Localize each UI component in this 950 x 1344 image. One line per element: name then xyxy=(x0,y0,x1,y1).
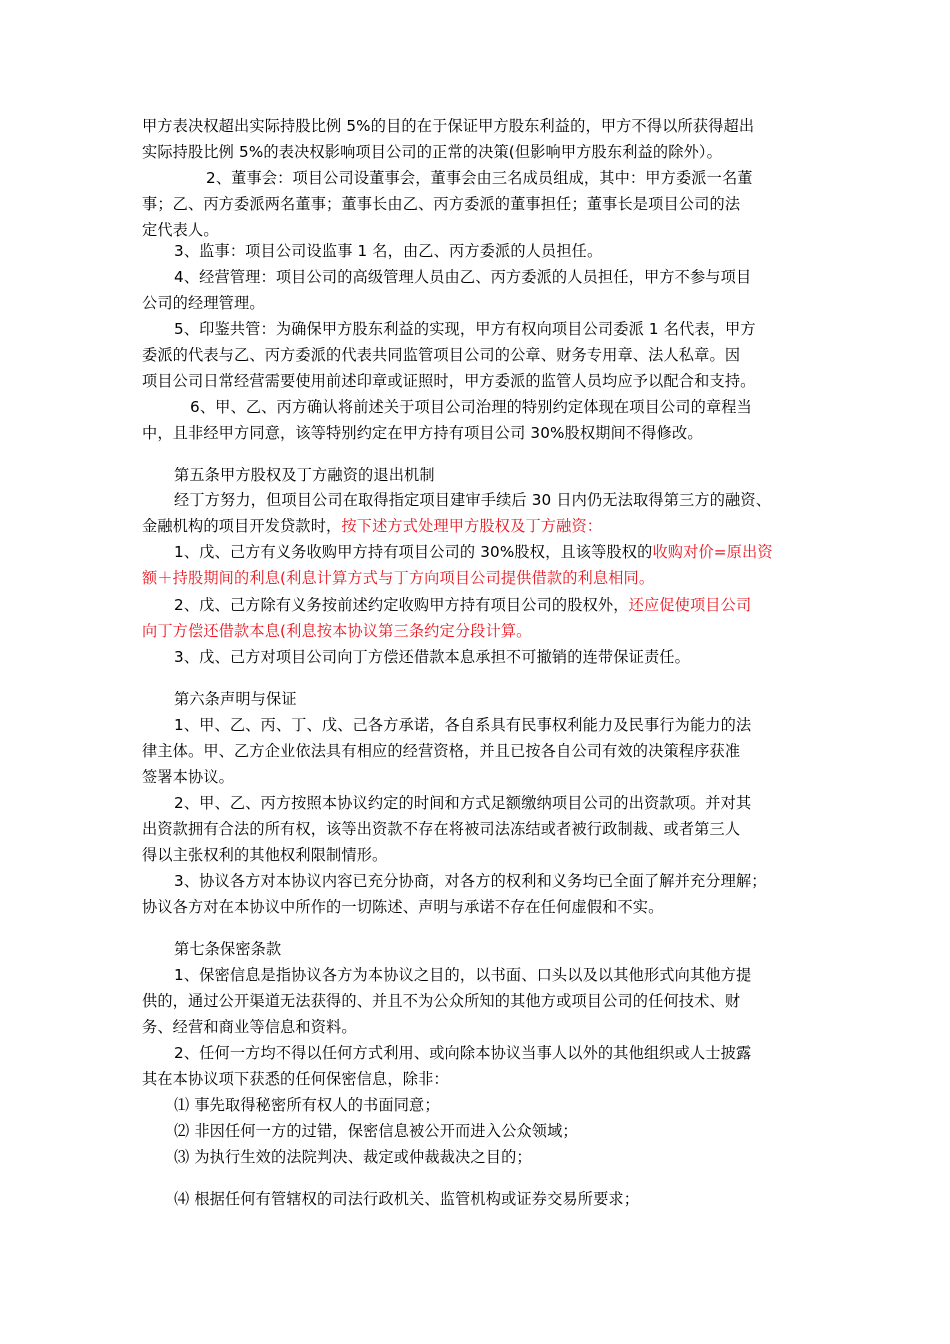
text-run: 2、戊、己方除有义务按前述约定收购甲方持有项目公司的股权外， xyxy=(174,596,629,614)
paragraph-line xyxy=(142,290,265,316)
paragraph-line xyxy=(142,712,751,738)
paragraph-line xyxy=(142,816,740,842)
paragraph-line xyxy=(142,894,663,920)
text-run: 6、甲、乙、丙方确认将前述关于项目公司治理的特别约定体现在项目公司的章程当 xyxy=(190,398,752,416)
paragraph-line xyxy=(142,342,740,368)
text-run: 律主体。甲、乙方企业依法具有相应的经营资格，并且已按各自公司有效的决策程序获准 xyxy=(142,742,741,760)
paragraph-line xyxy=(142,394,752,420)
paragraph-line xyxy=(142,1066,449,1092)
text-run: 供的，通过公开渠道无法获得的、并且不为公众所知的其他方或项目公司的任何技术、财 xyxy=(142,992,741,1010)
paragraph-line xyxy=(142,139,722,165)
paragraph-line xyxy=(142,565,654,591)
paragraph-line xyxy=(142,764,234,790)
paragraph-line xyxy=(142,790,751,816)
text-run: 定代表人。 xyxy=(142,221,219,239)
highlighted-text: 按下述方式处理甲方股权及丁方融资： xyxy=(341,517,603,535)
section-heading xyxy=(142,686,297,712)
text-run: 甲方表决权超出实际持股比例 5%的目的在于保证甲方股东利益的，甲方不得以所获得超出 xyxy=(142,117,755,135)
text-run: 4、经营管理：项目公司的高级管理人员由乙、丙方委派的人员担任，甲方不参与项目 xyxy=(174,268,752,286)
paragraph-line xyxy=(142,592,751,618)
text-run: 金融机构的项目开发贷款时， xyxy=(142,517,342,535)
text-run: 2、甲、乙、丙方按照本协议约定的时间和方式足额缴纳项目公司的出资款项。并对其 xyxy=(174,794,752,812)
text-run: 第六条声明与保证 xyxy=(174,690,297,708)
paragraph-line xyxy=(142,738,740,764)
text-run: 其在本协议项下获悉的任何保密信息，除非： xyxy=(142,1070,449,1088)
text-run: 经丁方努力，但项目公司在取得指定项目建审手续后 30 日内仍无法取得第三方的融资、 xyxy=(174,491,772,509)
text-run: ⑴ 事先取得秘密所有权人的书面同意； xyxy=(174,1096,440,1114)
text-run: 签署本协议。 xyxy=(142,768,235,786)
highlighted-text: 额＋持股期间的利息(利息计算方式与丁方向项目公司提供借款的利息相同。 xyxy=(142,569,655,587)
text-run: 事；乙、丙方委派两名董事；董事长由乙、丙方委派的董事担任；董事长是项目公司的法 xyxy=(142,195,741,213)
text-run: 1、保密信息是指协议各方为本协议之目的，以书面、口头以及以其他形式向其他方提 xyxy=(174,966,752,984)
text-run: 委派的代表与乙、丙方委派的代表共同监管项目公司的公章、财务专用章、法人私章。因 xyxy=(142,346,741,364)
paragraph-line xyxy=(142,988,740,1014)
paragraph-line xyxy=(142,113,754,139)
text-run: ⑵ 非因任何一方的过错，保密信息被公开而进入公众领域； xyxy=(174,1122,578,1140)
paragraph-line xyxy=(142,1014,357,1040)
text-run: 出资款拥有合法的所有权，该等出资款不存在将被司法冻结或者被行政制裁、或者第三人 xyxy=(142,820,741,838)
paragraph-line xyxy=(142,1118,578,1144)
paragraph-line xyxy=(142,420,703,446)
text-run: 3、戊、己方对项目公司向丁方偿还借款本息承担不可撤销的连带保证责任。 xyxy=(174,648,690,666)
paragraph-line xyxy=(142,191,740,217)
paragraph-line xyxy=(142,842,387,868)
text-run: 2、董事会：项目公司设董事会，董事会由三名成员组成，其中：甲方委派一名董 xyxy=(206,169,753,187)
text-run: 5、印鉴共管：为确保甲方股东利益的实现，甲方有权向项目公司委派 1 名代表，甲方 xyxy=(174,320,756,338)
text-run: ⑷ 根据任何有管辖权的司法行政机关、监管机构或证券交易所要求； xyxy=(174,1190,640,1208)
highlighted-text: 向丁方偿还借款本息(利息按本协议第三条约定分段计算。 xyxy=(142,622,532,640)
text-run: 项目公司日常经营需要使用前述印章或证照时，甲方委派的监管人员均应予以配合和支持。 xyxy=(142,372,756,390)
highlighted-text: 还应促使项目公司 xyxy=(628,596,752,614)
text-run: 3、监事：项目公司设监事 1 名，由乙、丙方委派的人员担任。 xyxy=(174,242,603,260)
section-heading xyxy=(142,936,281,962)
text-run: 公司的经理管理。 xyxy=(142,294,265,312)
section-heading xyxy=(142,462,435,488)
paragraph-line xyxy=(142,1186,639,1212)
text-run: 务、经营和商业等信息和资料。 xyxy=(142,1018,357,1036)
text-run: 第五条甲方股权及丁方融资的退出机制 xyxy=(174,466,435,484)
text-run: 协议各方对在本协议中所作的一切陈述、声明与承诺不存在任何虚假和不实。 xyxy=(142,898,664,916)
text-run: 3、协议各方对本协议内容已充分协商，对各方的权利和义务均已全面了解并充分理解； xyxy=(174,872,767,890)
text-run: ⑶ 为执行生效的法院判决、裁定或仲裁裁决之目的； xyxy=(174,1148,532,1166)
paragraph-line xyxy=(142,539,773,565)
paragraph-line xyxy=(142,618,532,644)
paragraph-line xyxy=(142,644,690,670)
highlighted-text: 收购对价=原出资 xyxy=(652,543,773,561)
paragraph-line xyxy=(142,238,602,264)
text-run: 1、甲、乙、丙、丁、戊、己各方承诺，各自系具有民事权利能力及民事行为能力的法 xyxy=(174,716,752,734)
text-run: 中，且非经甲方同意，该等特别约定在甲方持有项目公司 30%股权期间不得修改。 xyxy=(142,424,703,442)
paragraph-line xyxy=(142,962,751,988)
text-run: 1、戊、己方有义务收购甲方持有项目公司的 30%股权，且该等股权的 xyxy=(174,543,653,561)
paragraph-line xyxy=(142,264,751,290)
text-run: 得以主张权利的其他权利限制情形。 xyxy=(142,846,388,864)
text-run: 2、任何一方均不得以任何方式利用、或向除本协议当事人以外的其他组织或人士披露 xyxy=(174,1044,752,1062)
text-run: 实际持股比例 5%的表决权影响项目公司的正常的决策(但影响甲方股东利益的除外）。 xyxy=(142,143,722,161)
paragraph-line xyxy=(142,1040,751,1066)
paragraph-line xyxy=(142,316,756,342)
paragraph-line xyxy=(142,513,602,539)
paragraph-line xyxy=(142,868,767,894)
paragraph-line xyxy=(142,368,756,394)
text-run: 第七条保密条款 xyxy=(174,940,282,958)
paragraph-line xyxy=(142,1092,440,1118)
paragraph-line xyxy=(142,165,753,191)
paragraph-line xyxy=(142,1144,532,1170)
paragraph-line xyxy=(142,487,771,513)
